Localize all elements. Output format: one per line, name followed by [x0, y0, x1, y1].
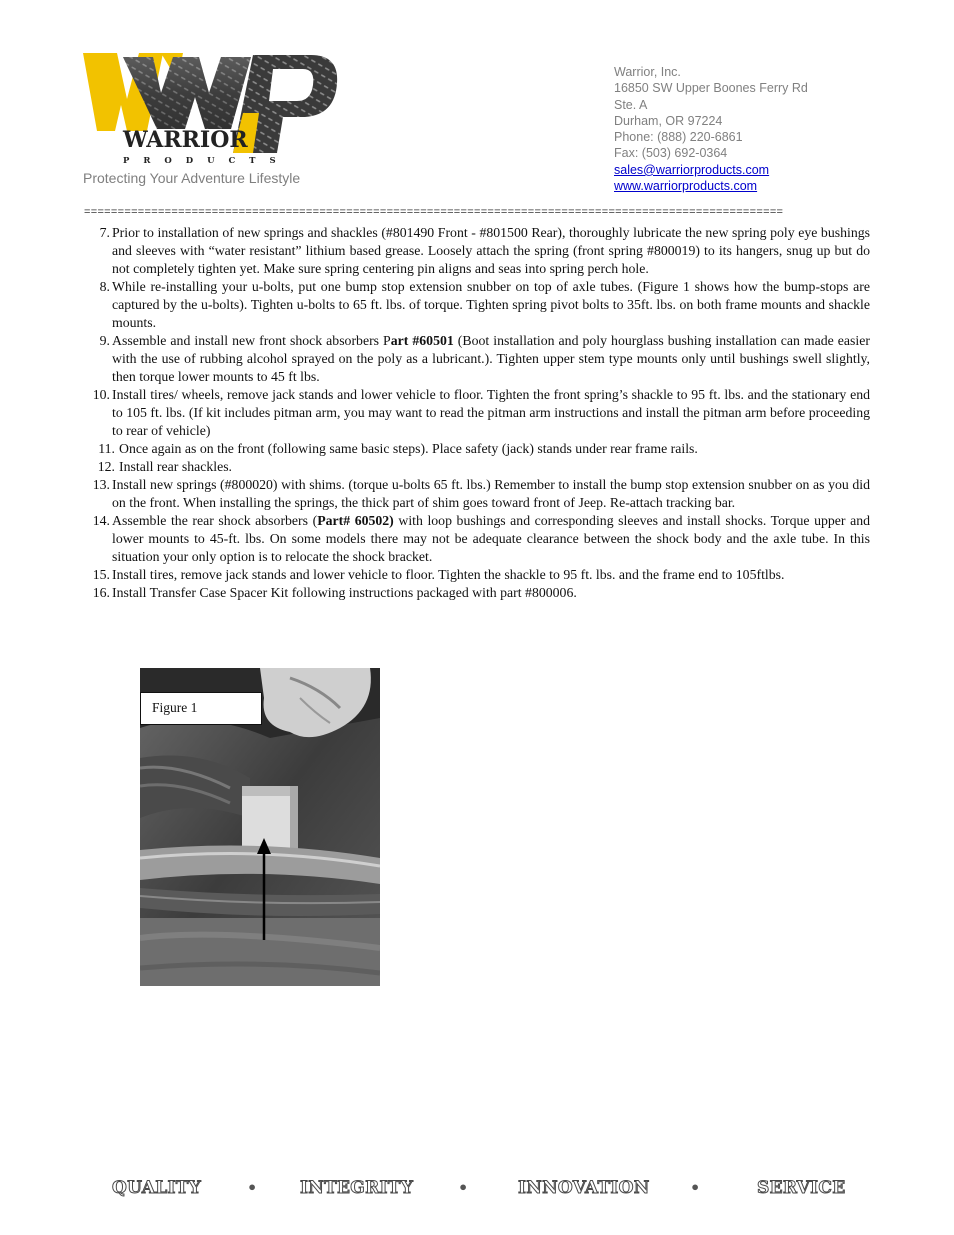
email-link[interactable]: sales@warriorproducts.com	[614, 162, 770, 177]
step-text: Install rear shackles.	[119, 459, 233, 474]
fax-number: Fax: (503) 692-0364	[614, 146, 728, 161]
step-12	[84, 458, 870, 476]
step-text: Install tires/ wheels, remove jack stands and lower vehicle to floor. Tighten the front spring’s shackle to 95 ft. lbs. and the stationary end to 105 ft. lbs. (If kit includes pitman arm, you may want to read the pitman arm instructions and install the pitman arm before proceeding to rear of vehicle)	[112, 387, 870, 438]
footer-integrity: INTEGRITY	[300, 1178, 414, 1198]
step-11	[84, 440, 870, 458]
step-13	[84, 476, 870, 512]
step-9	[84, 332, 870, 386]
wp-logo-icon	[83, 53, 339, 165]
step-16	[84, 584, 870, 602]
step-7	[84, 224, 870, 278]
step-number: 10.	[92, 387, 110, 402]
header-divider: ========================================================================================================	[84, 206, 784, 218]
step-8	[84, 278, 870, 332]
company-address	[614, 64, 808, 194]
warrior-products-logo	[83, 53, 339, 165]
step-number: 8.	[99, 279, 110, 294]
logo-wordmark: WARRIOR	[123, 127, 248, 153]
step-number: 14.	[92, 513, 110, 528]
step-number: 7.	[99, 225, 110, 240]
company-name: Warrior, Inc.	[614, 65, 681, 79]
step-text: While re-installing your u-bolts, put one bump stop extension snubber on top of axle tubes. (Figure 1 shows how the bump-stops are captured by the u-bolts). Tighten u-bolts to 65 ft. lbs. of torque. Tighten spring pivot bolts to 35ft. lbs. on both frame mounts and shackle mounts.	[112, 279, 870, 330]
logo-subtext: P R O D U C T S	[123, 156, 282, 165]
part-number: art #60501	[390, 333, 454, 348]
step-text: Install tires, remove jack stands and lower vehicle to floor. Tighten the shackle to 95 ft. lbs. and the frame end to 105ftlbs.	[112, 567, 785, 582]
installation-steps	[84, 224, 870, 602]
street-address: 16850 SW Upper Boones Ferry Rd	[614, 81, 808, 96]
footer-quality: QUALITY	[112, 1178, 202, 1198]
step-text: Assemble and install new front shock absorbers Part #60501 (Boot installation and poly hourglass bushing installation can made easier with the use of rubbing alcohol sprayed on the poly as a lubricant.). Tighten upper stem type mounts only until bushings swell slightly, then torque lower mounts to 45 ft lbs.	[112, 333, 870, 384]
footer-bullet: •	[458, 1178, 469, 1197]
step-text: Once again as on the front (following same basic steps). Place safety (jack) stands under rear frame rails.	[119, 441, 698, 456]
step-10	[84, 386, 870, 440]
step-number: 9.	[99, 333, 110, 348]
step-number: 15.	[92, 567, 110, 582]
step-number: 12.	[97, 459, 115, 474]
step-15	[84, 566, 870, 584]
website-link[interactable]: www.warriorproducts.com	[614, 179, 758, 194]
step-14	[84, 512, 870, 566]
step-number: 16.	[92, 585, 110, 600]
footer-innovation: INNOVATION	[518, 1178, 650, 1198]
step-number: 11.	[98, 441, 115, 456]
tagline: Protecting Your Adventure Lifestyle	[83, 170, 301, 186]
figure-label: Figure 1	[140, 692, 262, 725]
part-number: Part# 60502)	[317, 513, 394, 528]
footer-service: SERVICE	[757, 1178, 846, 1198]
step-text: Install Transfer Case Spacer Kit following instructions packaged with part #800006.	[112, 585, 577, 600]
city-state-zip: Durham, OR 97224	[614, 113, 723, 128]
suite: Ste. A	[614, 97, 648, 112]
step-number: 13.	[92, 477, 110, 492]
footer-bullet: •	[247, 1178, 258, 1197]
step-text: Assemble the rear shock absorbers (Part# 60502) with loop bushings and corresponding sleeves and install shocks. Torque upper and lower mounts to 45-ft. lbs. On some models there may not be adequate clearance between the shock body and the axle tube. In this situation your only option is to relocate the shock bracket.	[112, 513, 870, 564]
phone-number: Phone: (888) 220-6861	[614, 130, 743, 145]
footer-values	[112, 1178, 846, 1202]
footer-bullet: •	[690, 1178, 701, 1197]
step-text: Install new springs (#800020) with shims. (torque u-bolts 65 ft. lbs.) Remember to install the bump stop extension snubber on as you did on the front. When installing the springs, the thick part of shim goes toward front of Jeep. Re-attach tracking bar.	[112, 477, 870, 510]
step-text: Prior to installation of new springs and shackles (#801490 Front - #801500 Rear), thoroughly lubricate the new spring poly eye bushings and sleeves with “water resistant” lithium based grease. Loosely attach the spring (front spring #800019) to its hangers, snug up but do not completely tighten yet. Make sure spring centering pin aligns and seas into spring perch hole.	[112, 225, 870, 276]
